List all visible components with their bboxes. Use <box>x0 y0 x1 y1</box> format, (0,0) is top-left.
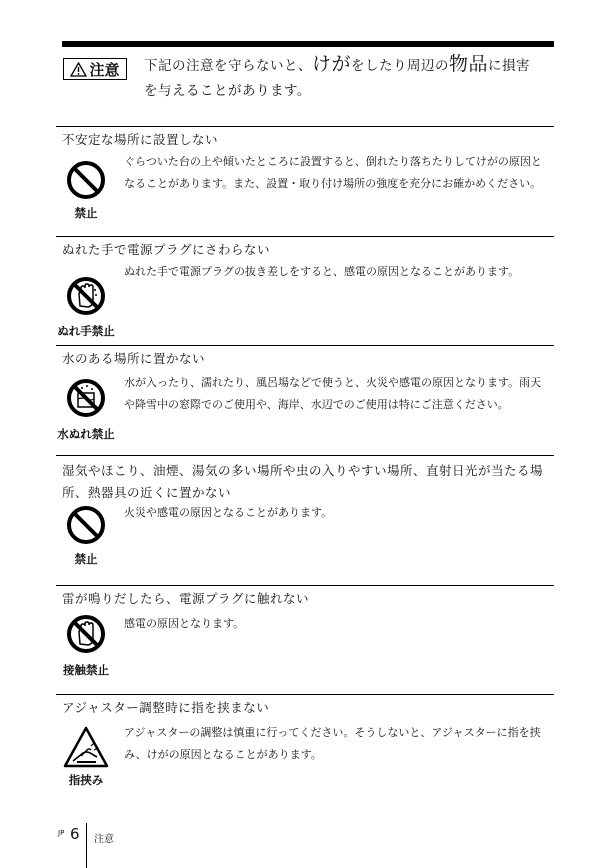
caution-intro <box>144 52 556 104</box>
section-title: 湿気やほこり、油煙、湯気の多い場所や虫の入りやすい場所、直射日光が当たる場所、熱器具の近くに置かない <box>62 463 544 500</box>
icon-label: 禁止 <box>74 552 98 566</box>
section-divider <box>56 585 554 586</box>
section-title: アジャスター調整時に指を挟まない <box>62 700 270 715</box>
water-prohibition-icon <box>66 378 106 418</box>
caution-badge <box>63 58 127 80</box>
icon-label: 指挟み <box>68 773 104 787</box>
top-rule <box>62 41 554 47</box>
touch-prohibition-icon <box>66 614 106 654</box>
icon-label: 接触禁止 <box>63 663 109 677</box>
section-divider <box>56 126 554 127</box>
footer-rule <box>86 823 87 868</box>
section-divider <box>56 694 554 695</box>
icon-label: ぬれ手禁止 <box>57 324 115 338</box>
warning-triangle-icon <box>70 62 87 77</box>
section-title: 水のある場所に置かない <box>62 351 206 366</box>
section-title: ぬれた手で電源プラグにさわらない <box>62 242 271 257</box>
prohibition-icon <box>66 160 106 200</box>
section-divider <box>56 345 554 346</box>
section-title: 雷が鳴りだしたら、電源プラグに触れない <box>62 591 310 606</box>
caution-intro-line2: を与えることがあります。 <box>144 83 311 99</box>
wet-hand-prohibition-icon <box>66 276 106 316</box>
section-title: 不安定な場所に設置しない <box>62 132 219 147</box>
caution-intro-line1: 下記の注意を守らないと、けがをしたり周辺の物品に損害 <box>144 53 531 75</box>
section-body: 火災や感電の原因となることがあります。 <box>124 506 333 519</box>
section-body: 感電の原因となります。 <box>124 617 245 630</box>
finger-pinch-warning-icon <box>63 726 109 768</box>
section-body: ぬれた手で電源プラグの抜き差しをすると、感電の原因となることがあります。 <box>124 265 520 278</box>
footer-region: JP <box>58 829 65 837</box>
section-body: 水が入ったり、濡れたり、風呂場などで使うと、火災や感電の原因となります。雨天や降雪中の窓際でのご使用や、海岸、水辺でのご使用は特にご注意ください。 <box>124 376 542 411</box>
prohibition-icon <box>66 505 106 545</box>
section-divider <box>56 236 554 237</box>
section-body: ぐらついた台の上や傾いたところに設置すると、倒れたり落ちたりしてけがの原因となることがあります。また、設置・取り付け場所の強度を充分にお確かめください。 <box>124 155 542 190</box>
caution-label: 注意 <box>89 60 120 79</box>
icon-label: 禁止 <box>74 206 98 220</box>
icon-label: 水ぬれ禁止 <box>57 427 115 441</box>
section-body: アジャスターの調整は慎重に行ってください。そうしないと、アジャスターに指を挟み、けがの原因となることがあります。 <box>124 726 541 761</box>
page-number: 6 <box>70 825 80 843</box>
footer-section-label: 注意 <box>94 834 114 845</box>
section-divider <box>56 455 554 456</box>
